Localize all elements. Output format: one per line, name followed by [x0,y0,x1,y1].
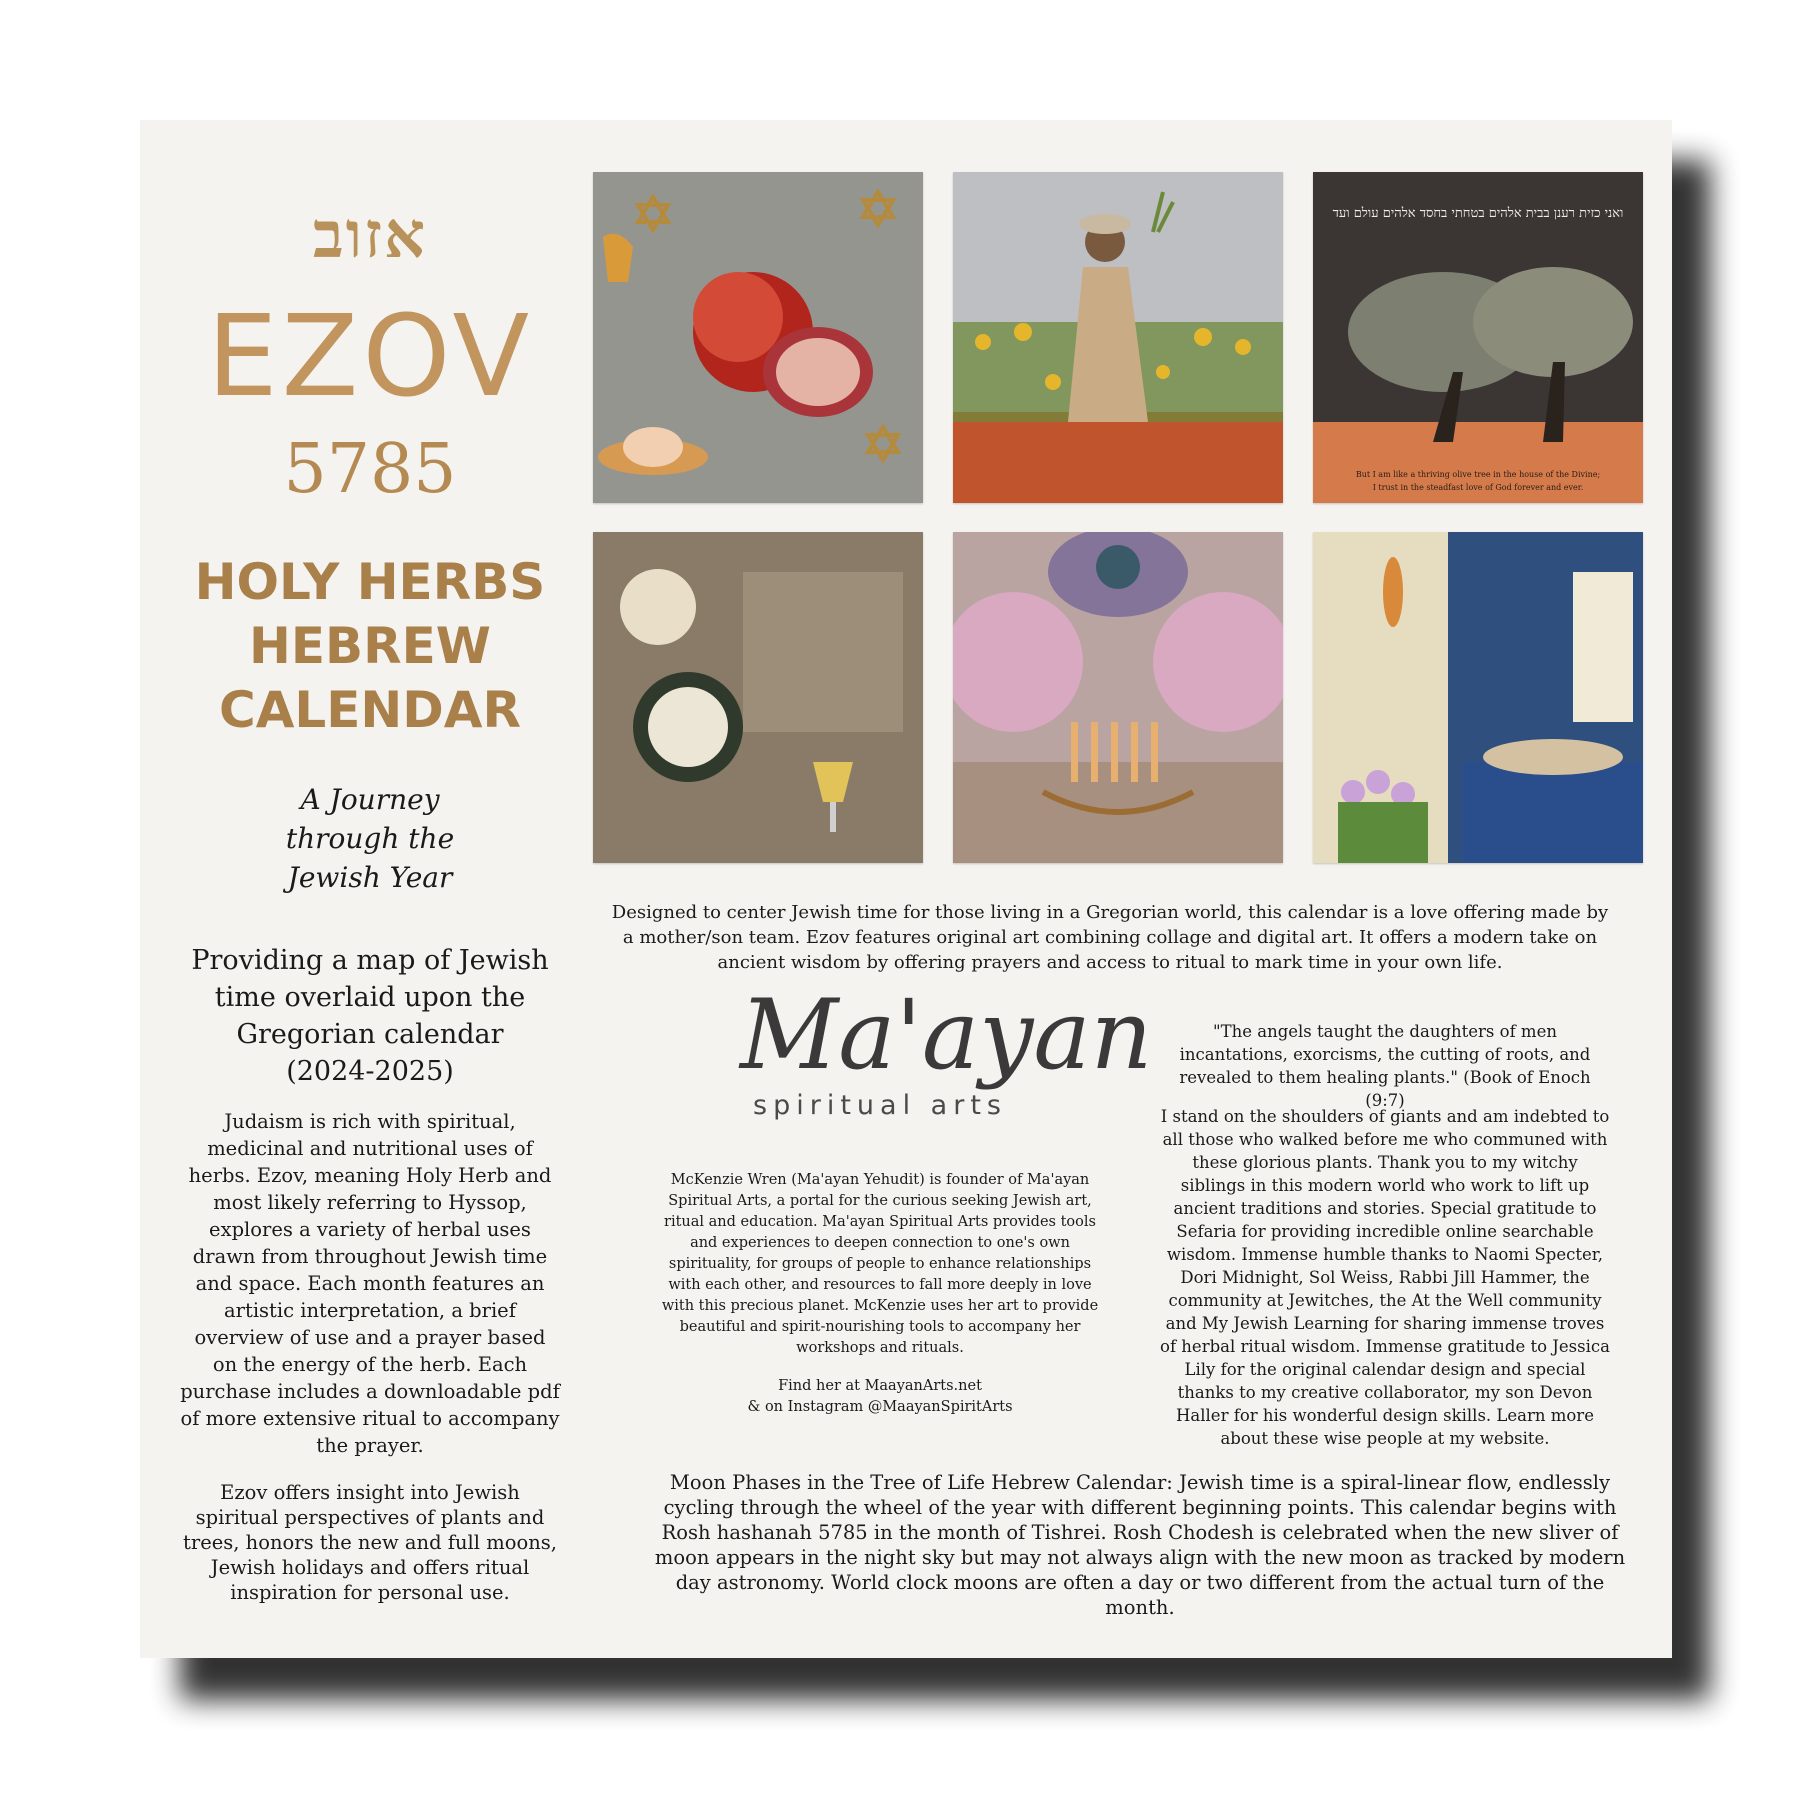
calendar-description: Designed to center Jewish time for those living in a Gregorian world, this calendar is a love offering made by a mother/son team. Ezov features original art combining collage and digital art. It offers a modern take on ancient wisdom by offering prayers and access to ritual to mark time in your own life. [611,902,1609,973]
acknowledgements: I stand on the shoulders of giants and am indebted to all those who walked before me who communed with these glorious plants. Thank you to my witchy siblings in this modern world who work to lift up ancient traditions and stories. Special gratitude to Sefaria for providing incredible online searchable wisdom. Immense humble thanks to Naomi Specter, Dori Midnight, Sol Weiss, Rabbi Jill Hammer, the community at Jewitches, the At the Well community and My Jewish Learning for sharing immense troves of herbal ritual wisdom. Immense gratitude to Jessica Lily for the original calendar design and special thanks to my creative collaborator, my son Devon Haller for his wonderful design skills. Learn more about these wise people at my website. [1160,1107,1610,1448]
art-tile-menorah-orchard [953,532,1283,863]
instagram-link[interactable]: & on Instagram @MaayanSpiritArts [747,1399,1013,1415]
tagline-line: Jewish Year [287,861,453,894]
art-tile-olive-trees [1313,172,1643,503]
apple-pomegranate-image [593,172,923,503]
room-table-image [1313,532,1643,863]
author-bio: McKenzie Wren (Ma'ayan Yehudit) is founder of Ma'ayan Spiritual Arts, a portal for the curious seeking Jewish art, ritual and education. Ma'ayan Spiritual Arts provides tools and experiences to deepen connection to one's own spirituality, for groups of people to enhance relationships with each other, and resources to fall more deeply in love with this precious planet. McKenzie uses her art to provide beautiful and spirit-nourishing tools to accompany her workshops and rituals. [661,1172,1099,1356]
tagline [180,780,560,897]
art-tile-peony-collage [593,532,923,863]
tagline-line: A Journey [300,783,440,816]
intro-paragraph: Judaism is rich with spiritual, medicinal and nutritional uses of herbs. Ezov, meaning Holy Herb and most likely referring to Hyssop, explores a variety of herbal uses drawn from throughout Jewish time and space. Each month features an artistic interpretation, a brief overview of use and a prayer based on the energy of the herb. Each purchase includes a downloadable pdf of more extensive ritual to accompany the prayer. [180,1110,560,1457]
logo-subtitle: spiritual arts [753,1090,1007,1121]
art-tile-woman-field [953,172,1283,503]
tile3-caption-line: But I am like a thriving olive tree in the house of the Divine; [1355,470,1601,479]
menorah-orchard-image [953,532,1283,863]
map-line: Providing a map of Jewish [191,945,549,976]
tagline-line: through the [285,822,455,855]
website-link[interactable]: Find her at MaayanArts.net [778,1378,982,1394]
mayaan-logo[interactable] [700,979,1153,1130]
art-gallery [593,172,1655,832]
map-text [180,942,560,1090]
art-tile-room-table [1313,532,1643,863]
map-line: Gregorian calendar [236,1019,504,1050]
subtitle-line: HOLY HERBS [194,553,546,611]
map-line: time overlaid upon the [214,982,526,1013]
subtitle-line: HEBREW [249,617,491,675]
woman-field-image [953,172,1283,503]
subtitle [180,550,560,742]
tile3-hebrew: ואני כזית רענן בבית אלהים בטחתי בחסד אלהים עולם ועד [1332,206,1624,221]
tile3-caption-line: I trust in the steadfast love of God forever and ever. [1372,483,1584,492]
map-line: (2024-2025) [286,1056,454,1087]
title: EZOV [206,292,534,422]
moon-phases-text: Moon Phases in the Tree of Life Hebrew Calendar: Jewish time is a spiral-linear flow, endlessly cycling through the wheel of the year with different beginning points. This calendar begins with Rosh hashanah 5785 in the month of Tishrei. Rosh Chodesh is celebrated when the new sliver of moon appears in the night sky but may not always align with the new moon as tracked by modern day astronomy. World clock moons are often a day or two different from the actual turn of the month. [654,1471,1626,1619]
enoch-quote: "The angels taught the daughters of men incantations, exorcisms, the cutting of roots, and revealed to them healing plants." (Book of Enoch (9:7) [1179,1022,1591,1110]
year: 5785 [283,430,457,509]
insight-paragraph: Ezov offers insight into Jewish spiritual perspectives of plants and trees, honors the new and full moons, Jewish holidays and offers ritual inspiration for personal use. [183,1481,557,1604]
hebrew-title: אזוב [312,198,428,273]
art-tile-apple-pomegranate [593,172,923,503]
subtitle-line: CALENDAR [219,681,521,739]
logo-script: Ma'ayan [740,979,1153,1091]
calendar-card [140,120,1672,1658]
peony-collage-image [593,532,923,863]
olive-trees-image [1313,172,1643,503]
find-her [655,1376,1105,1418]
